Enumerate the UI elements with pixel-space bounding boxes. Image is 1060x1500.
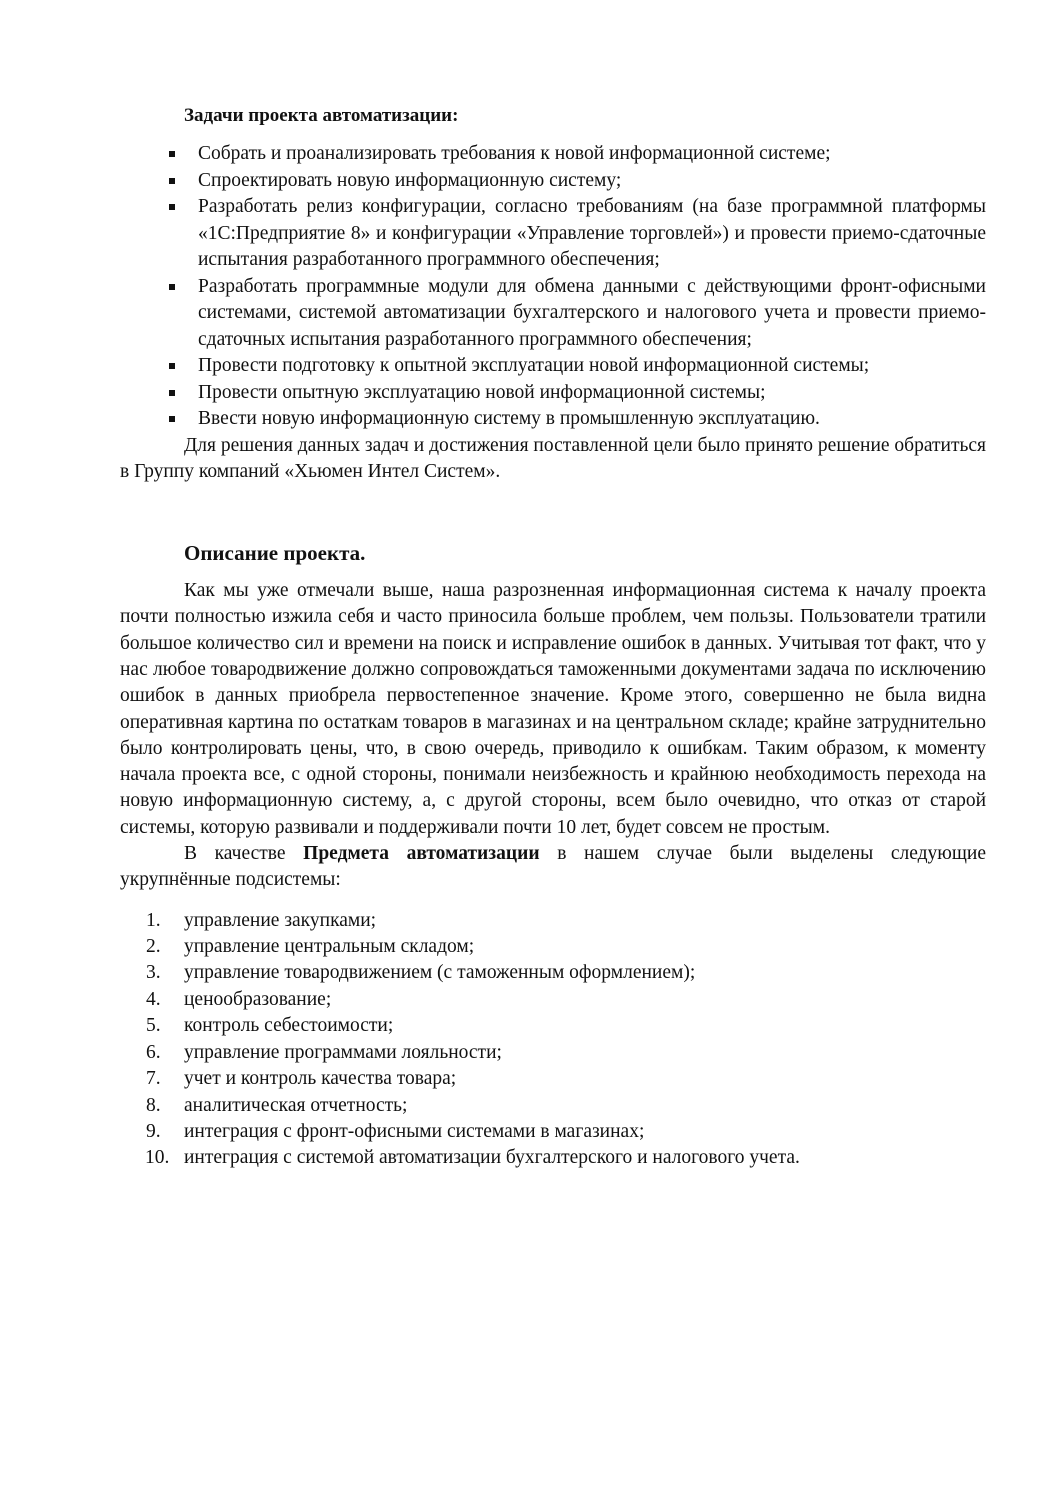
list-number: 10. xyxy=(145,1147,170,1169)
subsystem-text: ценообразование; xyxy=(184,988,332,1010)
description-paragraph: Как мы уже отмечали выше, наша разрозненная информационная система к началу проекта почти полностью изжила себя и часто приносила больше проблем, чем пользы. Пользователи тратили большое количество сил и времени на поиск и исправление ошибок в данных. Учитывая тот факт, что у нас любое товародвижение должно сопровождаться таможенными документами задача по исключению ошибок в данных приобрела первостепенное значение. Кроме этого, совершенно не была видна оперативная картина по остаткам товаров в магазинах и на центральном складе; крайне затруднительно было контролировать цены, что, в свою очередь, приводило к ошибкам. Таким образом, к моменту начала проекта все, с одной стороны, понимали неизбежность и крайнюю необходимость перехода на новую информационную систему, а, с другой стороны, всем было очевидно, что отказ от старой системы, которую развивали и поддерживали почти 10 лет, будет совсем не простым. xyxy=(120,580,986,838)
task-text: Провести подготовку к опытной эксплуатации новой информационной системы; xyxy=(198,355,870,376)
subsystem-text: аналитическая отчетность; xyxy=(184,1094,408,1116)
subsystem-text: управление центральным складом; xyxy=(184,936,475,958)
list-number: 3. xyxy=(146,962,161,984)
subject-prefix: В качестве xyxy=(184,843,304,865)
list-item xyxy=(120,1093,986,1119)
subsystem-text: управление товародвижением (с таможенным оформлением); xyxy=(184,962,696,984)
list-number: 4. xyxy=(146,988,161,1010)
bullet-square-icon xyxy=(169,363,175,369)
list-item xyxy=(120,1066,986,1092)
subsystem-text: интеграция с фронт-офисными системами в магазинах; xyxy=(184,1120,645,1142)
list-item xyxy=(120,908,986,934)
list-number: 9. xyxy=(146,1120,161,1142)
bullet-square-icon xyxy=(169,178,175,184)
bullet-square-icon xyxy=(169,204,175,210)
bullet-square-icon xyxy=(169,284,175,290)
bullet-square-icon xyxy=(169,416,175,422)
list-number: 8. xyxy=(146,1094,161,1116)
task-text: Ввести новую информационную систему в промышленную эксплуатацию. xyxy=(198,408,820,429)
list-item xyxy=(120,194,986,274)
solution-paragraph: Для решения данных задач и достижения поставленной цели было принято решение обратиться в Группу компаний «Хьюмен Интел Систем». xyxy=(120,434,986,482)
subsystem-text: управление закупками; xyxy=(184,909,377,931)
list-item xyxy=(120,1040,986,1066)
subject-bold-term: Предмета автоматизации xyxy=(303,843,540,865)
subsystem-text: интеграция с системой автоматизации бухгалтерского и налогового учета. xyxy=(184,1147,800,1169)
list-item xyxy=(120,353,986,380)
list-number: 1. xyxy=(146,909,161,931)
subsystem-text: управление программами лояльности; xyxy=(184,1041,502,1063)
subsystems-list xyxy=(120,908,986,1172)
subject-paragraph xyxy=(120,841,986,894)
list-number: 5. xyxy=(146,1015,161,1037)
tasks-list xyxy=(120,141,986,433)
task-text: Разработать программные модули для обмена данными с действующими фронт-офисными системами, системой автоматизации бухгалтерского и налогового учета и провести приемо-сдаточных испытания разработанного программного обеспечения; xyxy=(198,275,986,350)
list-item xyxy=(120,1119,986,1145)
list-item xyxy=(120,406,986,433)
task-text: Собрать и проанализировать требования к новой информационной системе; xyxy=(198,143,831,164)
bullet-square-icon xyxy=(169,151,175,157)
list-item xyxy=(120,1145,986,1171)
list-number: 6. xyxy=(146,1041,161,1063)
task-text: Спроектировать новую информационную систему; xyxy=(198,169,622,191)
description-heading: Описание проекта. xyxy=(184,541,366,566)
tasks-heading: Задачи проекта автоматизации: xyxy=(184,105,459,126)
subject-suffix: в нашем случае были выделены следующие укрупнённые подсистемы: xyxy=(120,843,986,891)
document-content xyxy=(120,105,986,1172)
list-item xyxy=(120,380,986,407)
list-item xyxy=(120,960,986,986)
task-text: Разработать релиз конфигурации, согласно требованиям (на базе программной платформы «1С:Предприятие 8» и конфигурации «Управление торговлей») и провести приемо-сдаточные испытания разработанного программного обеспечения; xyxy=(198,196,986,270)
bullet-square-icon xyxy=(169,390,175,396)
list-number: 7. xyxy=(146,1068,161,1090)
list-number: 2. xyxy=(146,936,161,958)
list-item xyxy=(120,934,986,960)
list-item xyxy=(120,168,986,195)
subsystem-text: контроль себестоимости; xyxy=(184,1015,394,1037)
list-item xyxy=(120,141,986,168)
list-item xyxy=(120,987,986,1013)
subsystem-text: учет и контроль качества товара; xyxy=(184,1068,457,1090)
list-item xyxy=(120,274,986,354)
task-text: Провести опытную эксплуатацию новой информационной системы; xyxy=(198,381,766,403)
list-item xyxy=(120,1013,986,1039)
